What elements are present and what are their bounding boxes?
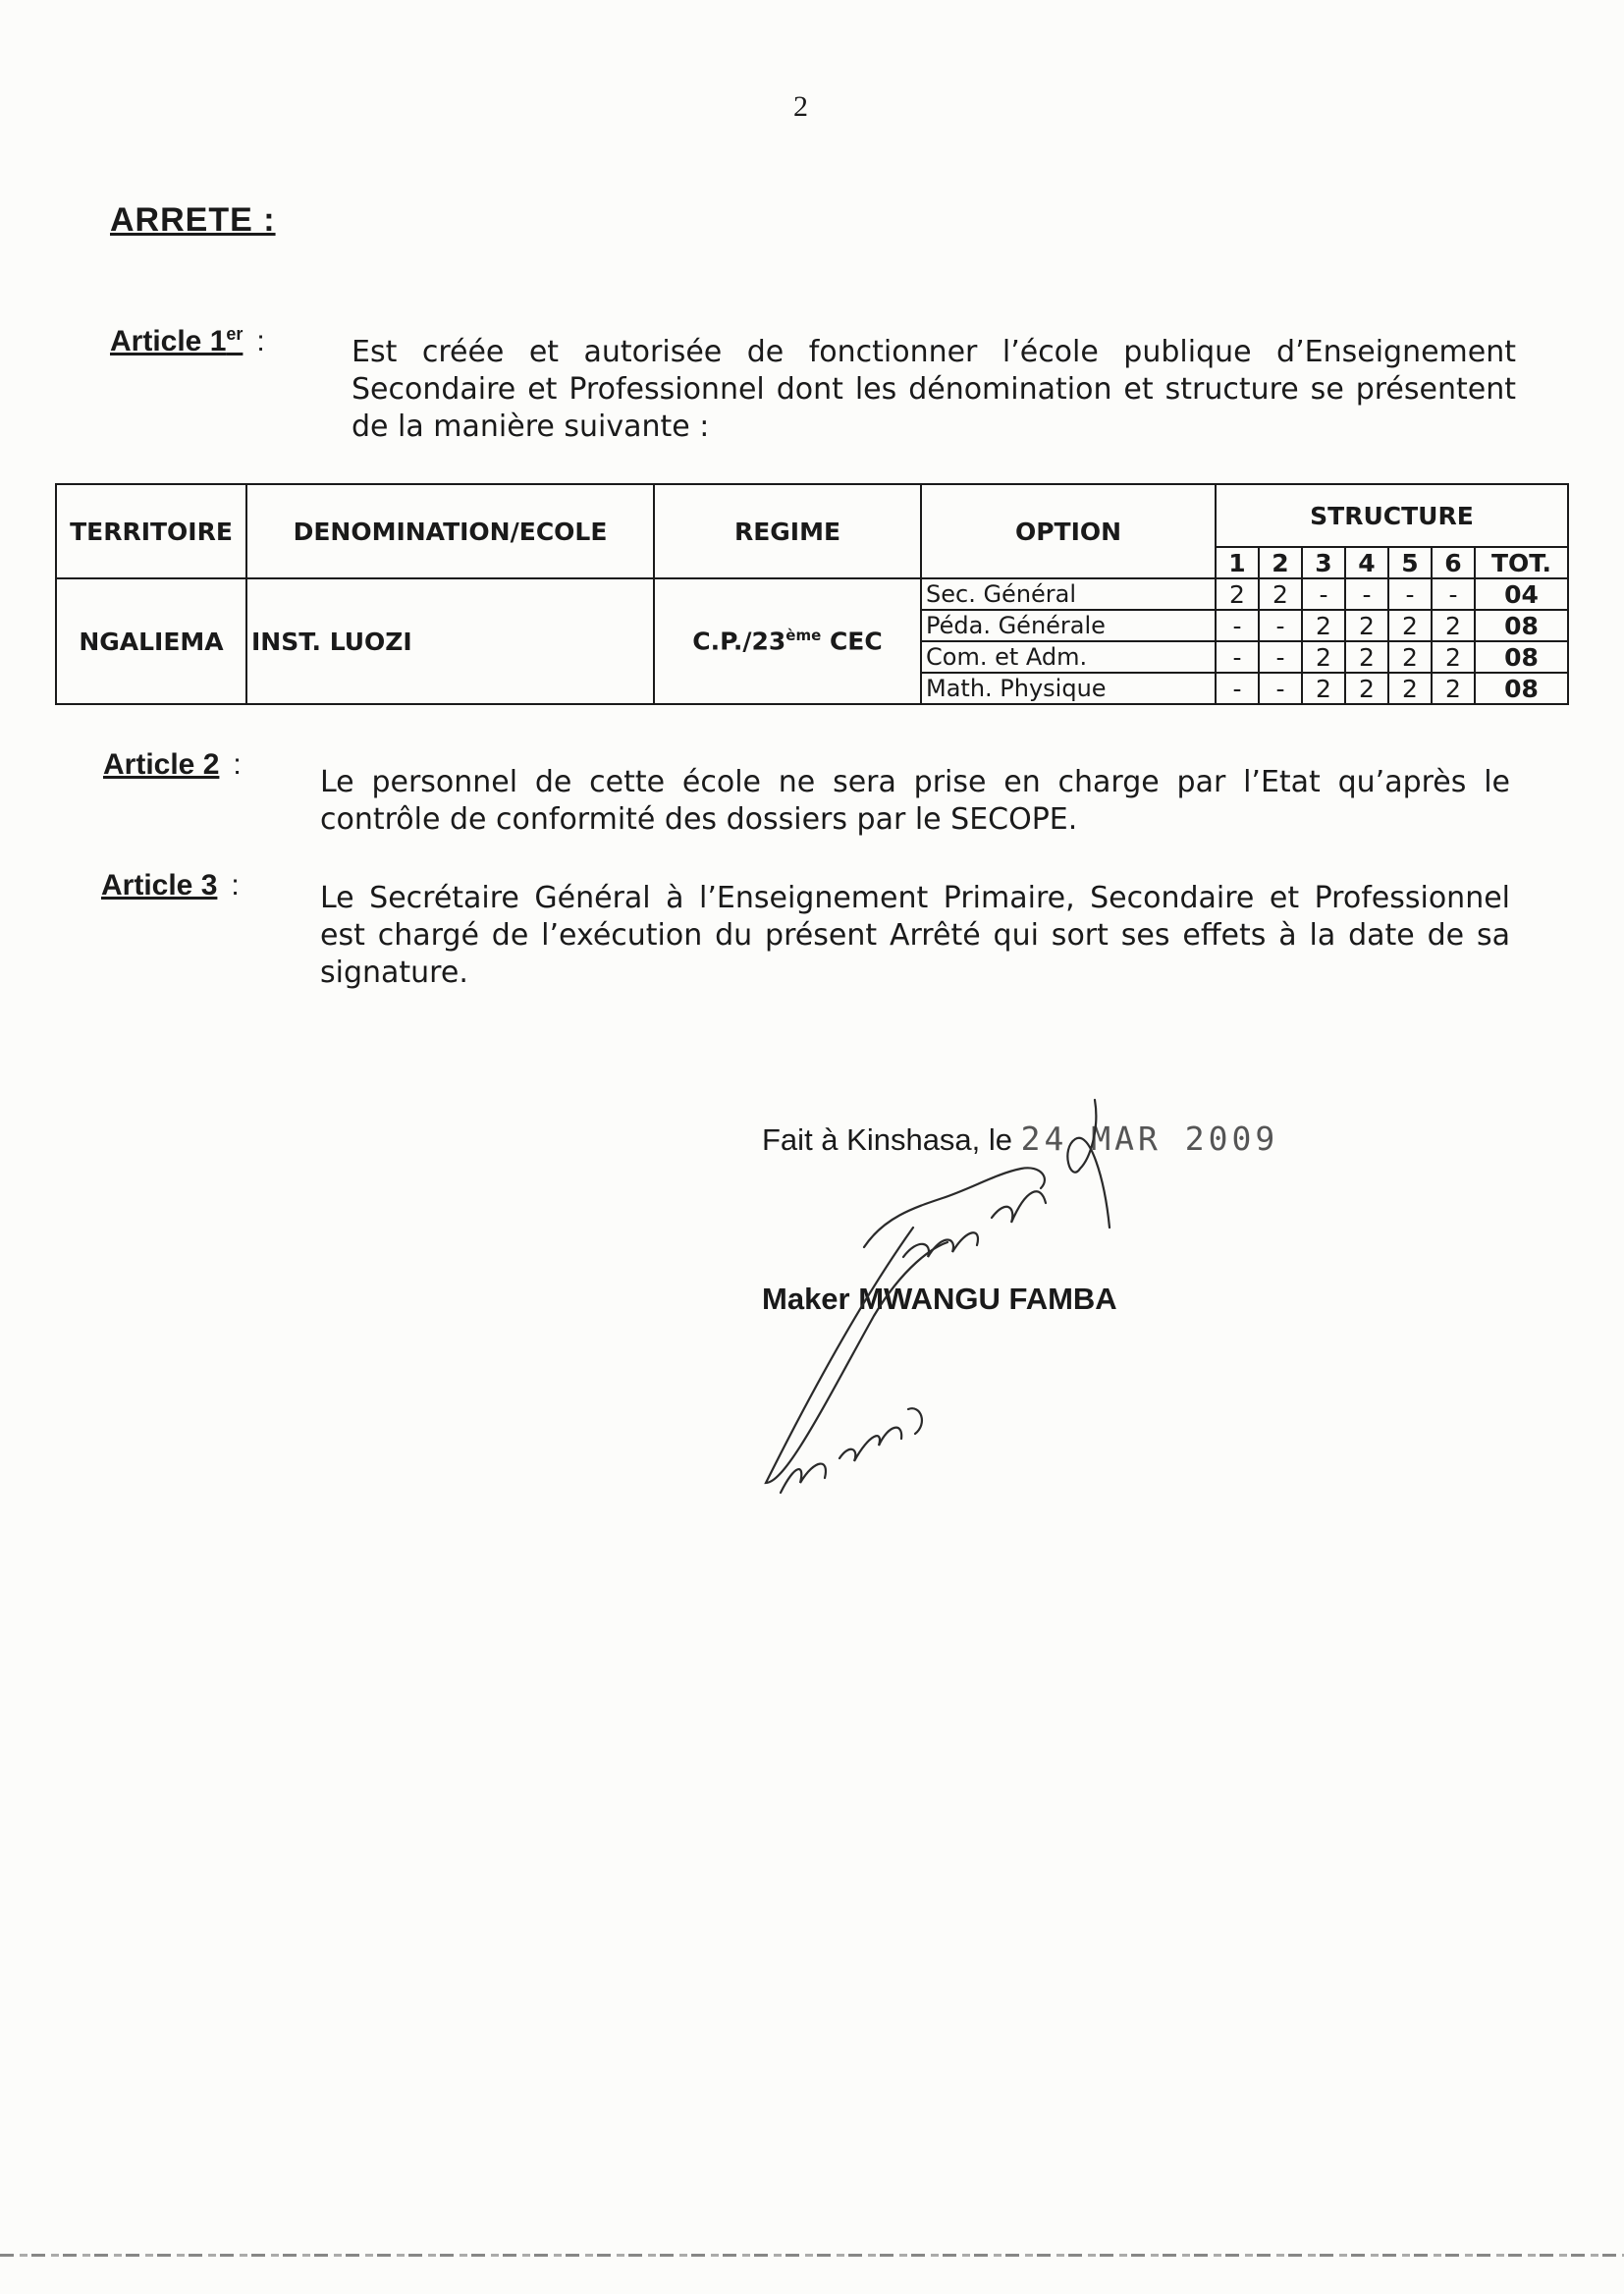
level-cell: 2 bbox=[1388, 673, 1432, 704]
level-cell: - bbox=[1259, 673, 1302, 704]
header-option: OPTION bbox=[921, 484, 1216, 578]
school-structure-table bbox=[55, 483, 1569, 705]
option-cell: Péda. Générale bbox=[921, 610, 1216, 641]
level-cell: 2 bbox=[1388, 641, 1432, 673]
header-territoire: TERRITOIRE bbox=[56, 484, 246, 578]
level-cell: 2 bbox=[1216, 578, 1259, 610]
level-cell: 2 bbox=[1259, 578, 1302, 610]
level-cell: - bbox=[1216, 673, 1259, 704]
level-cell: 2 bbox=[1302, 673, 1345, 704]
scan-edge-rule bbox=[0, 2254, 1624, 2257]
level-cell: 2 bbox=[1345, 673, 1388, 704]
header-level: 3 bbox=[1302, 547, 1345, 578]
article-1-text: Est créée et autorisée de fonctionner l’école publique d’Enseignement Secondaire et Professionnel dont les dénomination et structure se présentent de la manière suivante : bbox=[352, 335, 1516, 444]
article-1-label: Article 1er : bbox=[110, 324, 265, 357]
level-cell: - bbox=[1216, 641, 1259, 673]
header-level: 1 bbox=[1216, 547, 1259, 578]
article-3-text: Le Secrétaire Général à l’Enseignement Primaire, Secondaire et Professionnel est chargé de l’exécution du présent Arrêté qui sort ses effets à la date de sa signature. bbox=[320, 881, 1510, 990]
header-level: 2 bbox=[1259, 547, 1302, 578]
level-cell: 2 bbox=[1302, 641, 1345, 673]
decree-heading: ARRETE : bbox=[110, 201, 276, 239]
total-cell: 08 bbox=[1475, 673, 1568, 704]
option-cell: Math. Physique bbox=[921, 673, 1216, 704]
level-cell: 2 bbox=[1302, 610, 1345, 641]
level-cell: 2 bbox=[1432, 610, 1475, 641]
level-cell: 2 bbox=[1345, 641, 1388, 673]
date-stamp: 24 MAR 2009 bbox=[1020, 1120, 1279, 1158]
level-cell: - bbox=[1302, 578, 1345, 610]
level-cell: - bbox=[1259, 610, 1302, 641]
level-cell: - bbox=[1259, 641, 1302, 673]
header-denomination: DENOMINATION/ECOLE bbox=[246, 484, 654, 578]
table-row bbox=[56, 578, 1568, 610]
territoire-cell: NGALIEMA bbox=[56, 578, 246, 704]
article-2-label: Article 2 : bbox=[103, 748, 242, 781]
level-cell: 2 bbox=[1432, 641, 1475, 673]
option-cell: Com. et Adm. bbox=[921, 641, 1216, 673]
level-cell: - bbox=[1388, 578, 1432, 610]
header-level: 4 bbox=[1345, 547, 1388, 578]
level-cell: - bbox=[1345, 578, 1388, 610]
page-number: 2 bbox=[793, 90, 808, 123]
header-level: 6 bbox=[1432, 547, 1475, 578]
total-cell: 08 bbox=[1475, 610, 1568, 641]
denomination-cell: INST. LUOZI bbox=[246, 578, 654, 704]
handwritten-signature-icon bbox=[746, 1070, 1198, 1522]
level-cell: 2 bbox=[1345, 610, 1388, 641]
header-level: 5 bbox=[1388, 547, 1432, 578]
header-total: TOT. bbox=[1475, 547, 1568, 578]
article-2-text: Le personnel de cette école ne sera prise en charge par l’Etat qu’après le contrôle de conformité des dossiers par le SECOPE. bbox=[320, 765, 1510, 837]
level-cell: - bbox=[1432, 578, 1475, 610]
level-cell: 2 bbox=[1388, 610, 1432, 641]
signer-name: Maker MWANGU FAMBA bbox=[762, 1282, 1117, 1316]
level-cell: - bbox=[1216, 610, 1259, 641]
level-cell: 2 bbox=[1432, 673, 1475, 704]
option-cell: Sec. Général bbox=[921, 578, 1216, 610]
header-regime: REGIME bbox=[654, 484, 921, 578]
total-cell: 04 bbox=[1475, 578, 1568, 610]
total-cell: 08 bbox=[1475, 641, 1568, 673]
article-3-label: Article 3 : bbox=[101, 869, 240, 901]
header-structure: STRUCTURE bbox=[1216, 484, 1568, 547]
regime-cell: C.P./23ème CEC bbox=[654, 578, 921, 704]
place-text: Fait à Kinshasa, le bbox=[762, 1122, 1013, 1157]
